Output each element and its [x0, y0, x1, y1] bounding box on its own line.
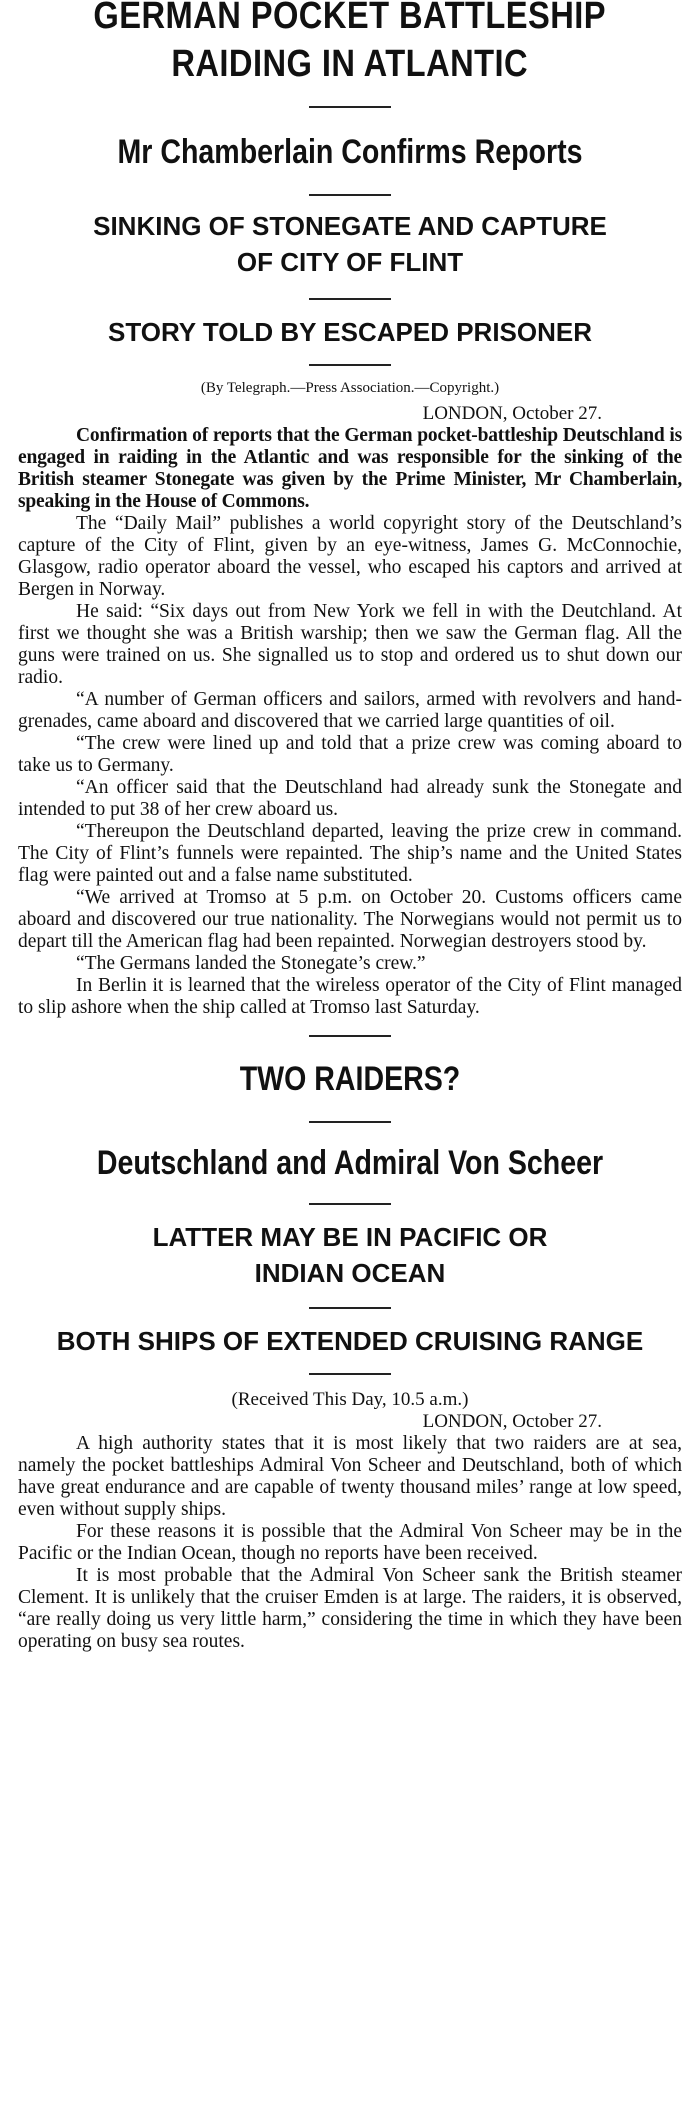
- paragraph: “We arrived at Tromso at 5 p.m. on October 20. Customs officers came aboard and discovered our true nationality. The Norwegians would not permit us to depart till the American flag had been repainted. Norwegian destroyers stood by.: [18, 887, 682, 952]
- paragraph: “Thereupon the Deutschland departed, leaving the prize crew in command. The City of Flint’s funnels were repainted. The ship’s name and the United States flag were painted out and a false name substituted.: [18, 821, 682, 886]
- divider-rule: [309, 298, 391, 300]
- divider-rule: [309, 1307, 391, 1309]
- deck-stonegate: SINKING OF STONEGATE AND CAPTURE OF CITY OF FLINT: [93, 211, 607, 277]
- received-line: (Received This Day, 10.5 a.m.): [231, 1389, 469, 1410]
- article-body: [18, 425, 682, 1019]
- paragraph: He said: “Six days out from New York we fell in with the Deutchland. At first we thought she was a British warship; then we saw the German flag. All the guns were trained on us. She signalled us to stop and ordered us to shut down our radio.: [18, 601, 682, 688]
- deck-pacific-indian: LATTER MAY BE IN PACIFIC OR INDIAN OCEAN: [152, 1222, 548, 1288]
- subhead-deutschland-scheer: Deutschland and Admiral Von Scheer: [96, 1144, 604, 1182]
- article-body: [18, 1433, 682, 1653]
- kicker-cruising-range: BOTH SHIPS OF EXTENDED CRUISING RANGE: [56, 1326, 644, 1356]
- paragraph: Confirmation of reports that the German pocket-battleship Deutschland is engaged in raiding in the Atlantic and was responsible for the sinking of the British steamer Stonegate was given by the Prime Minister, Mr Chamberlain, speaking in the House of Commons.: [18, 425, 682, 512]
- divider-rule: [309, 194, 391, 196]
- paragraph: “An officer said that the Deutschland had already sunk the Stonegate and intended to put 38 of her crew aboard us.: [18, 777, 682, 820]
- subhead-chamberlain: Mr Chamberlain Confirms Reports: [117, 133, 583, 171]
- paragraph: “The Germans landed the Stonegate’s crew.”: [76, 953, 426, 974]
- paragraph: It is most probable that the Admiral Von Scheer sank the British steamer Clement. It is unlikely that the cruiser Emden is at large. The raiders, it is observed, “are really doing us very little harm,” considering the time in which they have been operating on busy sea routes.: [18, 1565, 682, 1652]
- divider-rule: [309, 1373, 391, 1375]
- headline-main: GERMAN POCKET BATTLESHIP RAIDING IN ATLANTIC: [93, 0, 607, 85]
- paragraph: For these reasons it is possible that the Admiral Von Scheer may be in the Pacific or the Indian Ocean, though no reports have been received.: [18, 1521, 682, 1564]
- paragraph: In Berlin it is learned that the wireless operator of the City of Flint managed to slip ashore when the ship called at Tromso last Saturday.: [18, 975, 682, 1018]
- divider-rule: [309, 1203, 391, 1205]
- dateline: LONDON, October 27.: [422, 403, 602, 424]
- headline-two-raiders: TWO RAIDERS?: [239, 1060, 461, 1098]
- paragraph: The “Daily Mail” publishes a world copyright story of the Deutschland’s capture of the City of Flint, given by an eye-witness, James G. McConnochie, Glasgow, radio operator aboard the vessel, who escaped his captors and arrived at Bergen in Norway.: [18, 513, 682, 600]
- article-battleship-raiding: [18, 0, 682, 1019]
- paragraph: “The crew were lined up and told that a prize crew was coming aboard to take us to Germany.: [18, 733, 682, 776]
- divider-rule: [309, 1121, 391, 1123]
- divider-rule: [309, 364, 391, 366]
- kicker-escaped-prisoner: STORY TOLD BY ESCAPED PRISONER: [108, 317, 592, 347]
- divider-rule: [309, 1035, 391, 1037]
- dateline: LONDON, October 27.: [422, 1411, 602, 1432]
- divider-rule: [309, 106, 391, 108]
- paragraph: A high authority states that it is most likely that two raiders are at sea, namely the pocket battleships Admiral Von Scheer and Deutschland, both of which have great endurance and are capable of twenty thousand miles’ range at low speed, even without supply ships.: [18, 1433, 682, 1520]
- paragraph: “A number of German officers and sailors, armed with revolvers and hand-grenades, came aboard and discovered that we carried large quantities of oil.: [18, 689, 682, 732]
- article-two-raiders: [18, 1057, 682, 1653]
- byline: (By Telegraph.—Press Association.—Copyright.): [200, 380, 500, 396]
